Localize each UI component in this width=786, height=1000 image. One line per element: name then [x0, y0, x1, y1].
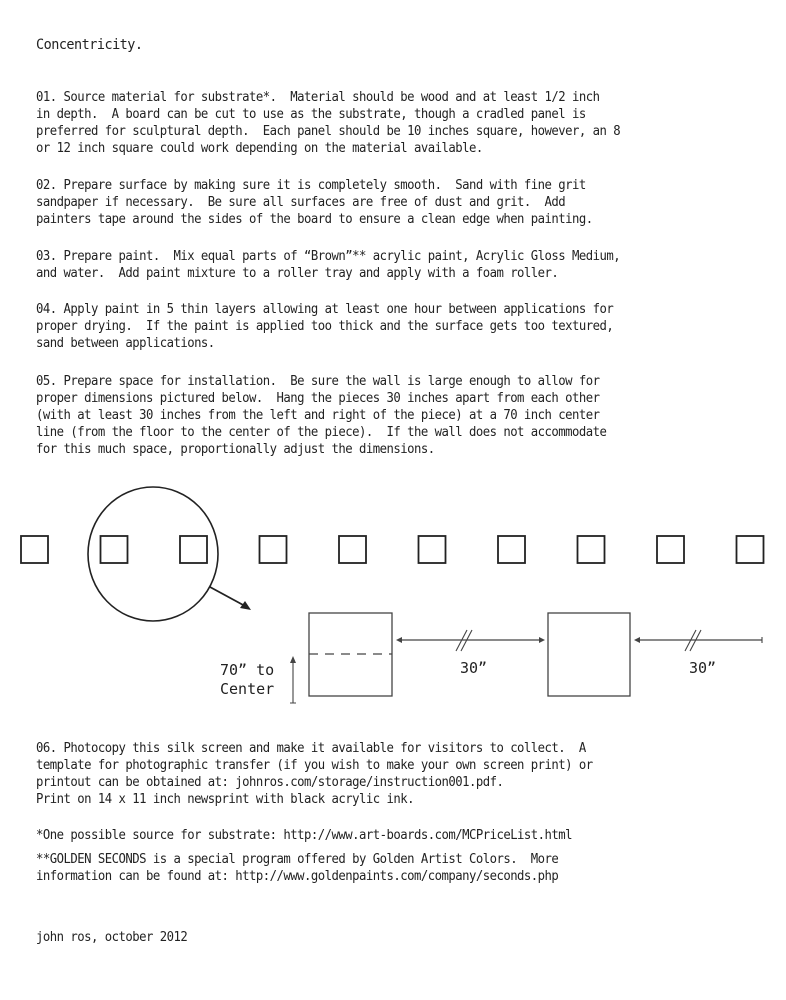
- signature: john ros, october 2012: [36, 930, 188, 945]
- arrowhead-right-icon: [539, 637, 545, 643]
- magnify-arrow-line: [210, 587, 245, 606]
- arrowhead-left-icon: [396, 637, 402, 643]
- document-title: Concentricity.: [36, 37, 143, 53]
- step-line: sandpaper if necessary. Be sure all surfaces are free of dust and grit. Add: [36, 195, 566, 210]
- panel-square: [419, 536, 446, 563]
- step-line: sand between applications.: [36, 336, 215, 351]
- step-line: preferred for sculptural depth. Each panel should be 10 inches square, however, an 8: [36, 124, 621, 139]
- spacing-label-2: 30”: [689, 659, 717, 677]
- step-line: proper dimensions pictured below. Hang the pieces 30 inches apart from each other: [36, 391, 600, 406]
- footnote-line: **GOLDEN SECONDS is a special program offered by Golden Artist Colors. More: [36, 852, 559, 867]
- step-line: Print on 14 x 11 inch newsprint with black acrylic ink.: [36, 792, 414, 807]
- step-01: [36, 89, 620, 157]
- step-line: 06. Photocopy this silk screen and make it available for visitors to collect. A: [36, 741, 586, 756]
- installation-diagram: [0, 470, 786, 710]
- footnote-substrate: [36, 827, 572, 844]
- step-line: or 12 inch square could work depending on the material available.: [36, 141, 483, 156]
- panel-row: [21, 536, 764, 563]
- panel-square: [578, 536, 605, 563]
- step-line: (with at least 30 inches from the left and right of the piece) at a 70 inch center: [36, 408, 600, 423]
- step-line: in depth. A board can be cut to use as the substrate, though a cradled panel is: [36, 107, 586, 122]
- panel-square: [21, 536, 48, 563]
- step-line: proper drying. If the paint is applied too thick and the surface gets too textured,: [36, 319, 614, 334]
- step-02: [36, 177, 593, 228]
- panel-square: [657, 536, 684, 563]
- step-06: [36, 740, 593, 808]
- panel-square: [101, 536, 128, 563]
- magnify-ellipse: [88, 487, 218, 621]
- step-line: 03. Prepare paint. Mix equal parts of “Brown”** acrylic paint, Acrylic Gloss Medium,: [36, 249, 621, 264]
- panel-square: [737, 536, 764, 563]
- step-04: [36, 301, 613, 352]
- step-line: 02. Prepare surface by making sure it is completely smooth. Sand with fine grit: [36, 178, 586, 193]
- panel-square: [180, 536, 207, 563]
- step-line: 04. Apply paint in 5 thin layers allowing at least one hour between applications for: [36, 302, 614, 317]
- step-line: for this much space, proportionally adjust the dimensions.: [36, 442, 435, 457]
- panel-square: [339, 536, 366, 563]
- step-line: painters tape around the sides of the board to ensure a clean edge when painting.: [36, 212, 593, 227]
- footnote-golden-seconds: [36, 851, 558, 885]
- step-line: 05. Prepare space for installation. Be sure the wall is large enough to allow for: [36, 374, 600, 389]
- footnote-line: information can be found at: http://www.goldenpaints.com/company/seconds.php: [36, 869, 559, 884]
- detail-panel-right: [548, 613, 630, 696]
- step-line: line (from the floor to the center of the piece). If the wall does not accommodate: [36, 425, 607, 440]
- step-05: [36, 373, 606, 458]
- step-03: [36, 248, 620, 282]
- footnote-line: *One possible source for substrate: http://www.art-boards.com/MCPriceList.html: [36, 828, 573, 843]
- height-arrowhead-icon: [290, 656, 296, 663]
- height-label-line1: 70” to: [220, 661, 275, 679]
- arrowhead-left-icon: [634, 637, 640, 643]
- step-line: 01. Source material for substrate*. Material should be wood and at least 1/2 inch: [36, 90, 600, 105]
- step-line: and water. Add paint mixture to a roller tray and apply with a foam roller.: [36, 266, 559, 281]
- spacing-label-1: 30”: [460, 659, 488, 677]
- magnify-arrowhead-icon: [240, 601, 251, 610]
- step-line: printout can be obtained at: johnros.com/storage/instruction001.pdf.: [36, 775, 504, 790]
- height-label-line2: Center: [220, 680, 275, 698]
- panel-square: [498, 536, 525, 563]
- step-line: template for photographic transfer (if you wish to make your own screen print) or: [36, 758, 593, 773]
- panel-square: [260, 536, 287, 563]
